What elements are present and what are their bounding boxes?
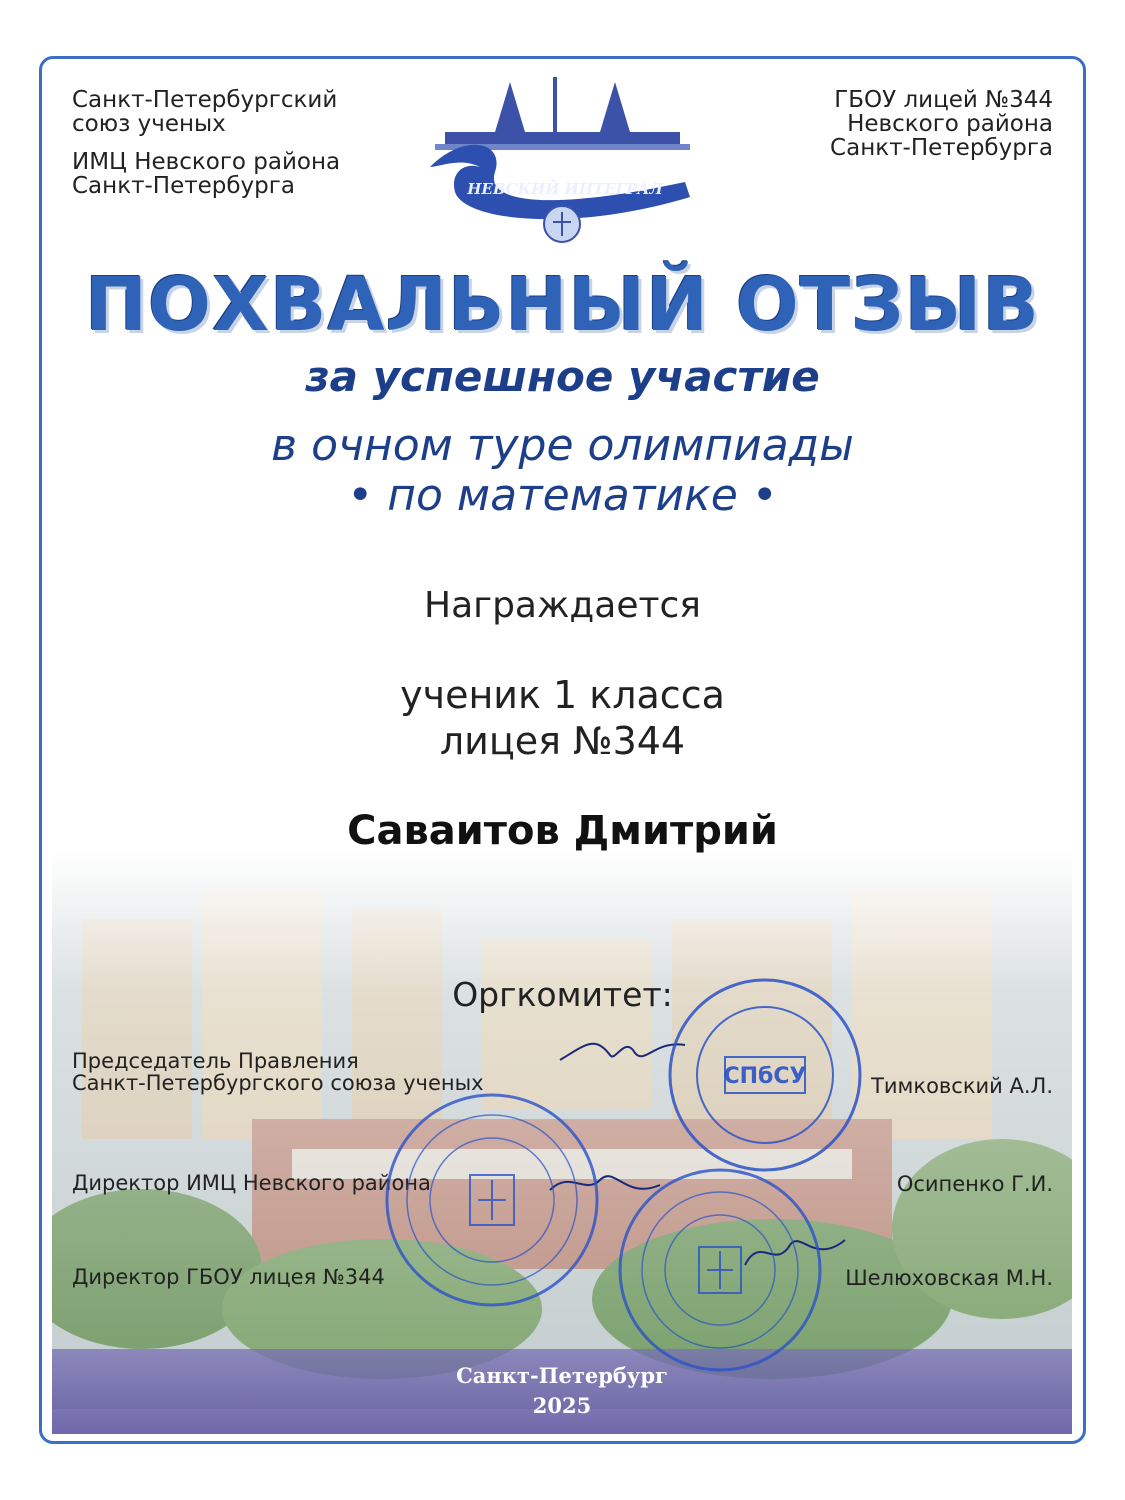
committee-label: Оргкомитет:: [452, 975, 673, 1014]
nevsky-integral-logo: [425, 72, 700, 252]
svg-text:НЕВСКИЙ ИНТЕГРАЛ: НЕВСКИЙ ИНТЕГРАЛ: [467, 180, 663, 198]
svg-text:СПбСУ: СПбСУ: [723, 1064, 807, 1089]
org-imc: ИМЦ Невского района Санкт-Петербурга: [72, 149, 341, 199]
imc-round-stamp: [382, 1090, 602, 1310]
student-name: Саваитов Дмитрий: [347, 808, 778, 854]
spbsu-stamp: [665, 975, 865, 1175]
signature-name-lyceum: Шелюховская М.Н.: [845, 1266, 1053, 1290]
certificate-title: ПОХВАЛЬНЫЙ ОТЗЫВ: [85, 262, 1040, 348]
org-scientists-union: Санкт-Петербургский союз ученых: [72, 87, 338, 137]
subtitle-subject: • по математике •: [347, 470, 778, 521]
signature-name-imc: Осипенко Г.И.: [896, 1172, 1053, 1196]
footer-band: [52, 1349, 1072, 1434]
signature-name-chairman: Тимковский А.Л.: [871, 1074, 1053, 1098]
signature-title-chairman: Председатель Правления Санкт-Петербургского союза ученых: [72, 1049, 484, 1095]
subtitle-participation: за успешное участие: [305, 352, 820, 401]
lyceum-round-stamp: [615, 1165, 825, 1375]
signature-title-lyceum: Директор ГБОУ лицея №344: [72, 1265, 385, 1289]
signature-title-imc: Директор ИМЦ Невского района: [72, 1171, 431, 1195]
student-grade: ученик 1 класса лицея №344: [400, 673, 725, 763]
footer-city: Санкт-Петербург: [456, 1363, 668, 1388]
subtitle-olympiad: в очном туре олимпиады: [271, 420, 854, 471]
footer-year: 2025: [532, 1393, 592, 1418]
awarded-label: Награждается: [424, 585, 701, 626]
org-lyceum: ГБОУ лицей №344 Невского района Санкт-Петербурга: [830, 87, 1053, 161]
